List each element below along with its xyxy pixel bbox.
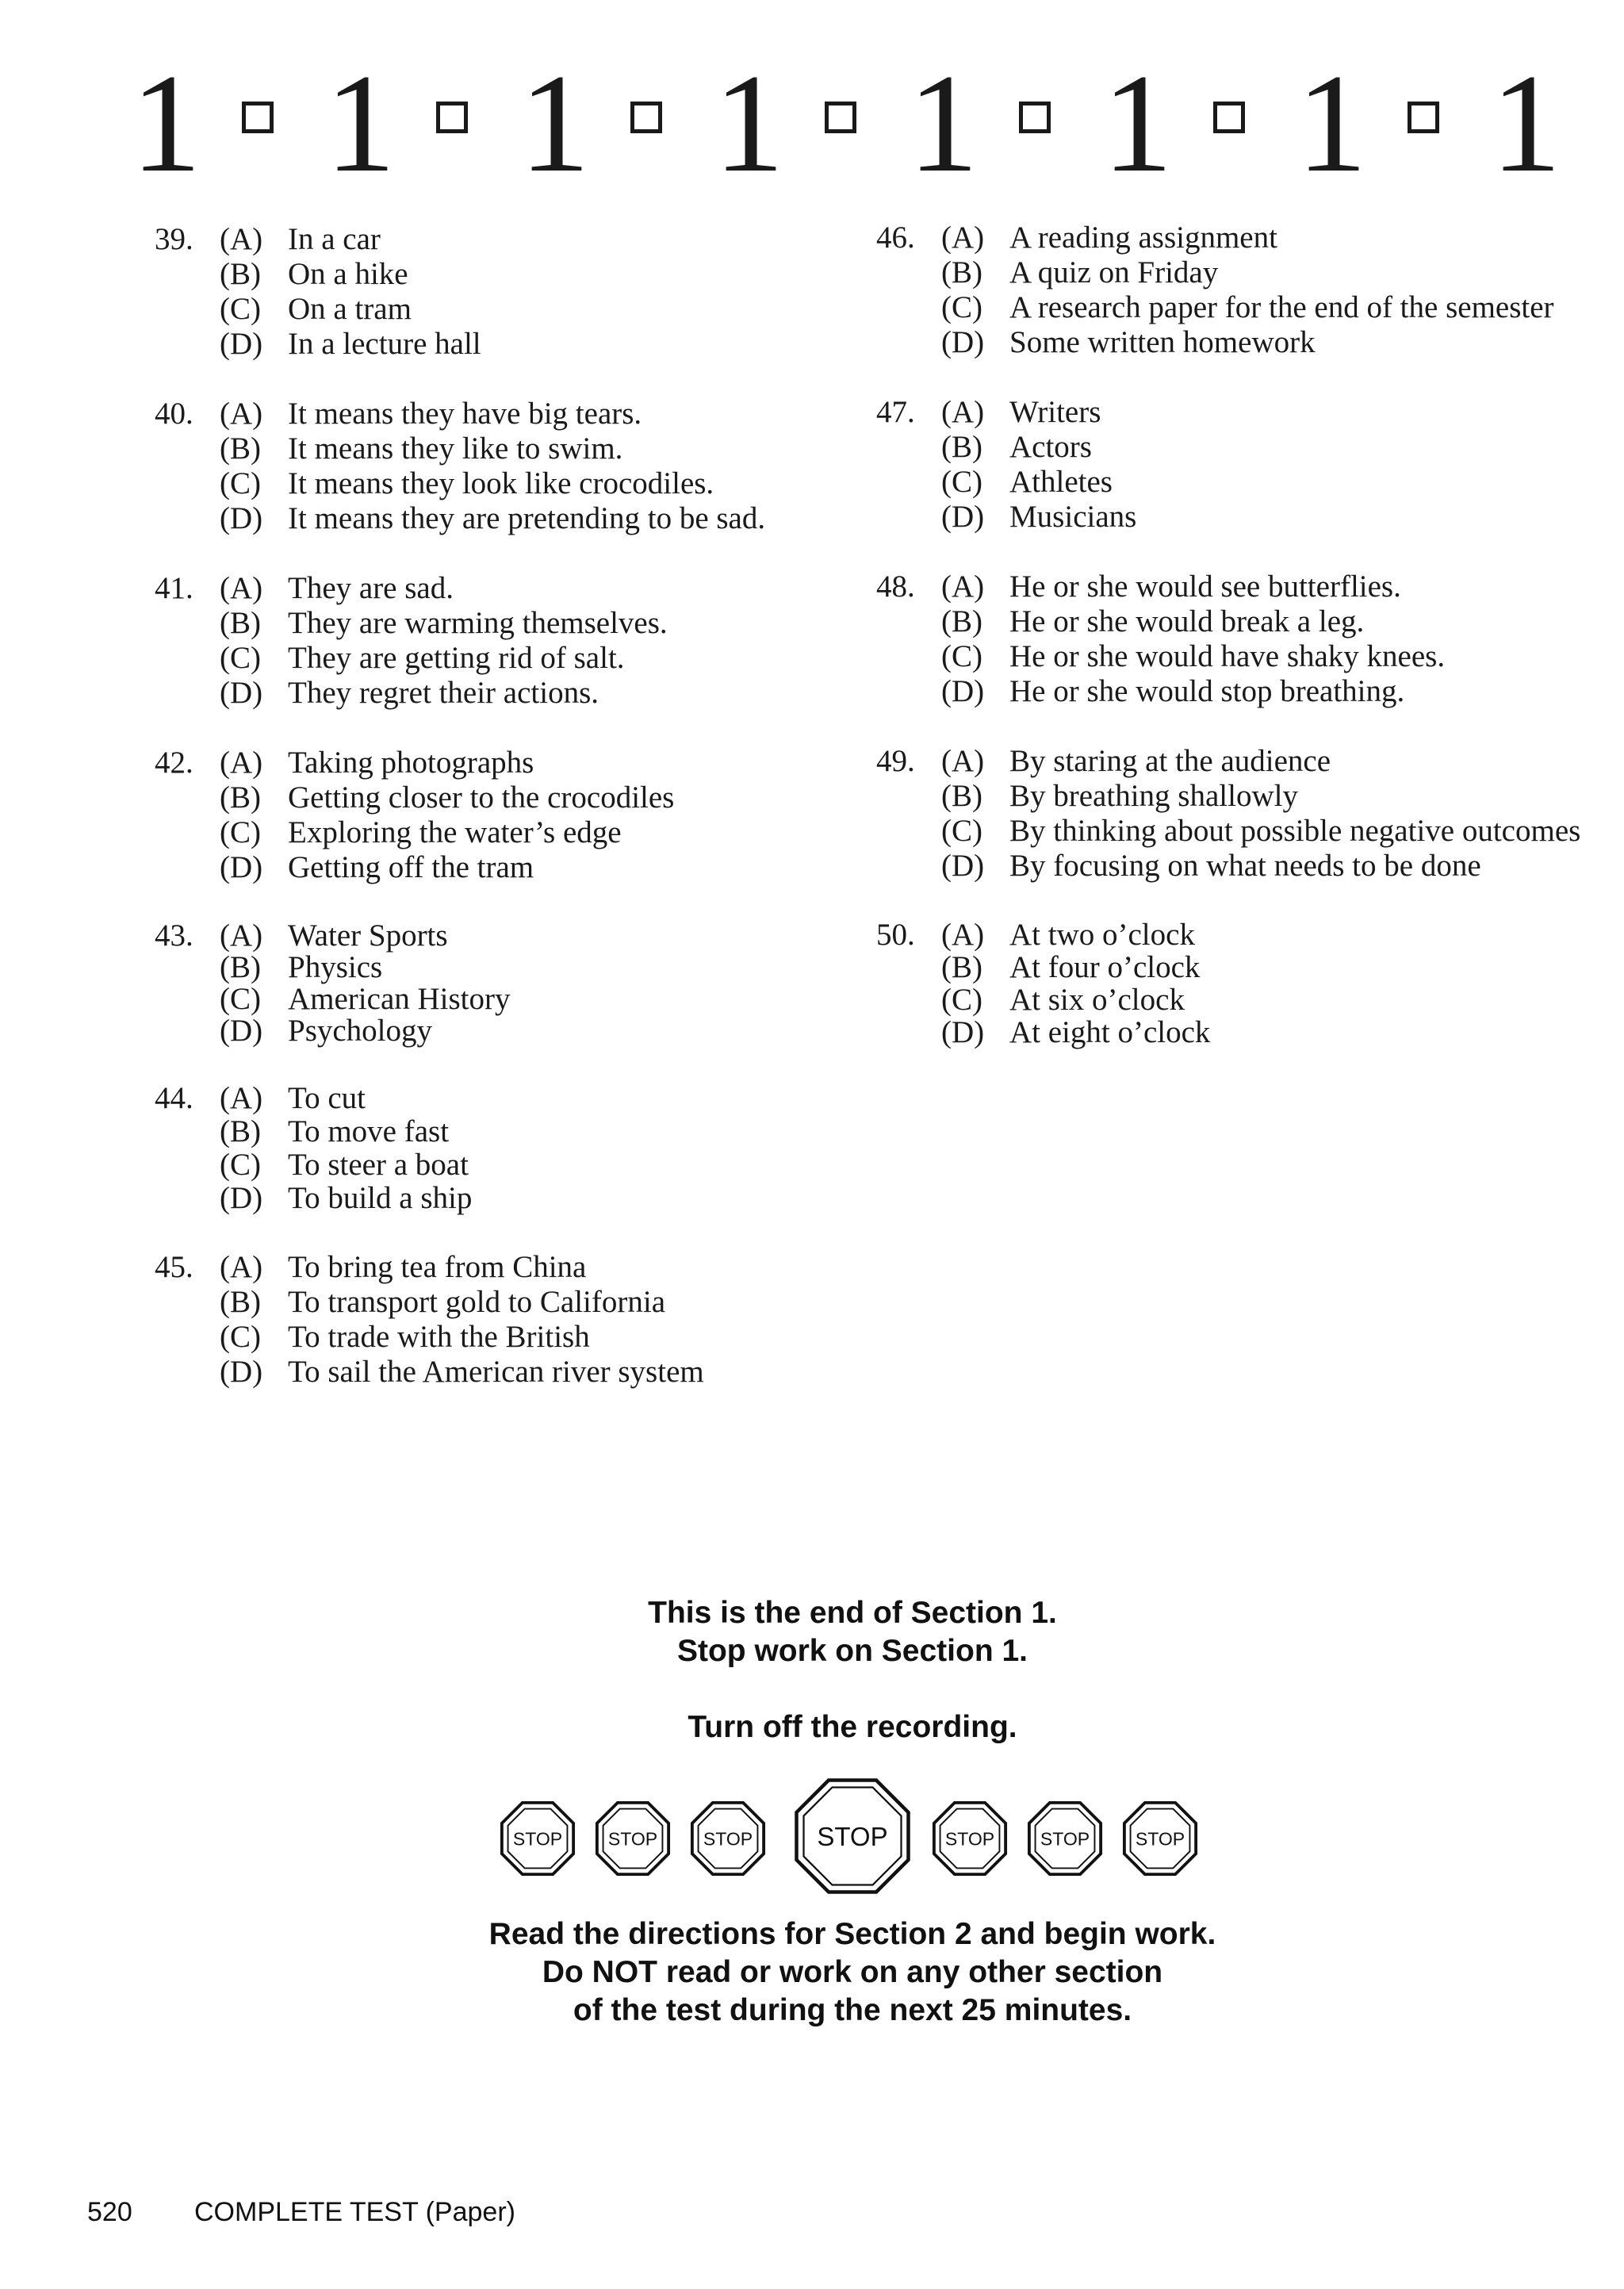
option-label: (C) xyxy=(220,641,261,675)
directions-line-3: of the test during the next 25 minutes. xyxy=(573,1993,1132,2027)
option-d xyxy=(155,1182,837,1215)
option-text: Water Sports xyxy=(288,918,448,953)
end-section-line-1: This is the end of Section 1. xyxy=(648,1596,1057,1630)
question-number: 47. xyxy=(876,395,915,429)
option-c xyxy=(155,1148,837,1182)
option-d xyxy=(876,849,1558,884)
stop-sign-icon xyxy=(500,1800,576,1877)
questions-right-column xyxy=(876,220,1581,1083)
option-a xyxy=(876,918,1558,951)
question-number: 41. xyxy=(155,571,193,605)
option-label: (D) xyxy=(220,1355,263,1389)
option-text: On a hike xyxy=(288,257,408,291)
option-d xyxy=(155,1355,837,1390)
option-text: Athletes xyxy=(1009,465,1113,499)
option-a xyxy=(876,569,1558,604)
option-a xyxy=(155,1082,837,1115)
option-text: To trade with the British xyxy=(288,1320,590,1354)
stop-label: STOP xyxy=(1040,1828,1090,1850)
option-d xyxy=(155,501,795,536)
stop-label: STOP xyxy=(607,1828,658,1850)
option-text: Psychology xyxy=(288,1014,433,1048)
stop-label: STOP xyxy=(817,1822,888,1851)
stop-label: STOP xyxy=(703,1828,753,1850)
option-c xyxy=(876,465,1558,500)
stop-sign-icon xyxy=(690,1800,766,1877)
option-text: He or she would break a leg. xyxy=(1009,604,1365,638)
question-42 xyxy=(155,746,837,885)
option-label: (C) xyxy=(941,639,982,673)
option-text: A quiz on Friday xyxy=(1009,255,1219,289)
section-number-1: 1 xyxy=(131,44,201,201)
option-a xyxy=(155,1250,837,1285)
option-label: (A) xyxy=(220,1250,263,1284)
option-text: A research paper for the end of the semester xyxy=(1009,290,1554,324)
question-50 xyxy=(876,918,1558,1049)
option-label: (B) xyxy=(220,606,261,640)
option-a xyxy=(876,744,1558,779)
option-label: (A) xyxy=(220,571,263,605)
option-d xyxy=(876,500,1558,535)
option-d xyxy=(155,327,837,362)
question-number: 40. xyxy=(155,397,193,431)
option-text: In a lecture hall xyxy=(288,327,481,361)
question-48 xyxy=(876,569,1558,709)
option-a xyxy=(155,920,837,952)
option-label: (A) xyxy=(941,569,985,604)
option-c xyxy=(155,641,837,676)
option-text: To cut xyxy=(288,1081,366,1115)
option-b xyxy=(155,431,837,466)
option-label: (D) xyxy=(220,1014,263,1048)
stop-sign-icon xyxy=(1027,1800,1103,1877)
option-text: To build a ship xyxy=(288,1181,473,1215)
section-number-7: 1 xyxy=(1297,44,1367,201)
option-label: (A) xyxy=(941,918,985,952)
option-text: Exploring the water’s edge xyxy=(288,815,622,849)
option-text: He or she would see butterflies. xyxy=(1009,569,1401,604)
stop-sign-icon xyxy=(595,1800,671,1877)
option-label: (D) xyxy=(220,1181,263,1215)
question-44 xyxy=(155,1082,837,1215)
option-label: (D) xyxy=(220,327,263,361)
option-a xyxy=(155,571,837,606)
option-text: They are sad. xyxy=(288,571,454,605)
option-c xyxy=(155,466,837,501)
box-icon xyxy=(825,102,856,133)
option-label: (B) xyxy=(941,430,982,464)
option-b xyxy=(155,257,837,292)
section-number-4: 1 xyxy=(714,44,784,201)
option-b xyxy=(155,1285,837,1320)
option-label: (D) xyxy=(941,325,985,359)
end-section-line-2: Stop work on Section 1. xyxy=(676,1634,1028,1668)
page-number: 520 xyxy=(87,2197,132,2227)
question-number: 49. xyxy=(876,744,915,778)
directions-line-2: Do NOT read or work on any other section xyxy=(542,1955,1163,1989)
option-label: (C) xyxy=(220,1320,261,1354)
option-label: (D) xyxy=(220,501,263,535)
option-text: They regret their actions. xyxy=(288,676,599,710)
option-c xyxy=(155,292,837,327)
option-b xyxy=(876,779,1558,814)
question-number: 50. xyxy=(876,918,915,952)
option-label: (B) xyxy=(941,604,982,638)
option-label: (D) xyxy=(220,676,263,710)
option-label: (C) xyxy=(941,290,982,324)
box-icon xyxy=(242,102,274,133)
end-section-line-3: Turn off the recording. xyxy=(688,1710,1017,1744)
option-text: In a car xyxy=(288,222,381,256)
box-icon xyxy=(1408,102,1439,133)
option-text: It means they have big tears. xyxy=(288,397,642,431)
question-41 xyxy=(155,571,837,711)
option-label: (A) xyxy=(220,1081,263,1115)
section-number-3: 1 xyxy=(519,44,590,201)
option-label: (B) xyxy=(941,255,982,289)
option-text: To bring tea from China xyxy=(288,1250,587,1284)
question-number: 39. xyxy=(155,222,193,256)
option-label: (B) xyxy=(220,431,261,466)
question-number: 43. xyxy=(155,918,193,953)
question-39 xyxy=(155,222,837,362)
question-40 xyxy=(155,397,837,536)
option-label: (A) xyxy=(941,744,985,778)
option-text: To steer a boat xyxy=(288,1148,469,1182)
option-c xyxy=(155,1320,837,1355)
box-icon xyxy=(630,102,662,133)
questions-left-column xyxy=(155,222,837,1424)
option-d xyxy=(155,1015,837,1047)
option-text: Getting off the tram xyxy=(288,850,534,884)
option-label: (A) xyxy=(220,222,263,256)
directions-line-1: Read the directions for Section 2 and begin work. xyxy=(488,1917,1216,1951)
stop-sign-icon xyxy=(1122,1800,1198,1877)
option-text: Actors xyxy=(1009,430,1092,464)
option-text: By focusing on what needs to be done xyxy=(1009,849,1481,883)
option-c xyxy=(155,815,837,850)
option-text: To sail the American river system xyxy=(288,1355,704,1389)
option-b xyxy=(155,606,837,641)
option-label: (A) xyxy=(220,918,263,953)
question-43 xyxy=(155,920,837,1047)
option-b xyxy=(155,780,837,815)
option-label: (D) xyxy=(941,674,985,708)
question-number: 45. xyxy=(155,1250,193,1284)
option-label: (D) xyxy=(220,850,263,884)
option-text: It means they look like crocodiles. xyxy=(288,466,714,500)
option-c xyxy=(876,290,1565,325)
option-text: They are getting rid of salt. xyxy=(288,641,625,675)
option-label: (A) xyxy=(941,220,985,255)
question-46 xyxy=(876,220,1558,360)
stop-label: STOP xyxy=(944,1828,995,1850)
option-b xyxy=(155,952,837,983)
question-47 xyxy=(876,395,1558,535)
option-label: (A) xyxy=(220,746,263,780)
option-text: Taking photographs xyxy=(288,746,534,780)
option-label: (C) xyxy=(941,983,982,1017)
section-number-6: 1 xyxy=(1102,44,1173,201)
option-b xyxy=(876,255,1558,290)
option-label: (A) xyxy=(941,395,985,429)
option-text: At six o’clock xyxy=(1009,983,1185,1017)
option-label: (D) xyxy=(941,849,985,883)
option-text: By breathing shallowly xyxy=(1009,779,1298,813)
option-text: To move fast xyxy=(288,1114,450,1148)
option-label: (B) xyxy=(220,950,261,984)
section-number-8: 1 xyxy=(1491,44,1561,201)
option-text: At eight o’clock xyxy=(1009,1015,1211,1049)
end-of-section-notice xyxy=(396,1594,1308,1746)
option-label: (C) xyxy=(220,815,261,849)
option-label: (B) xyxy=(220,780,261,815)
option-label: (A) xyxy=(220,397,263,431)
option-label: (C) xyxy=(941,814,982,848)
option-c xyxy=(876,983,1558,1016)
option-text: Some written homework xyxy=(1009,325,1316,359)
section-number-2: 1 xyxy=(325,44,396,201)
section-2-directions xyxy=(396,1915,1308,2030)
stop-sign-icon xyxy=(932,1800,1008,1877)
option-a xyxy=(876,395,1558,430)
option-text: They are warming themselves. xyxy=(288,606,668,640)
option-b xyxy=(876,430,1558,465)
option-text: To transport gold to California xyxy=(288,1285,666,1319)
stop-sign-icon-large xyxy=(793,1777,912,1896)
option-text: At four o’clock xyxy=(1009,950,1201,984)
question-45 xyxy=(155,1250,837,1390)
box-icon xyxy=(1019,102,1051,133)
option-label: (D) xyxy=(941,1015,985,1049)
option-label: (C) xyxy=(220,292,261,326)
option-text: He or she would have shaky knees. xyxy=(1009,639,1446,673)
option-text: At two o’clock xyxy=(1009,918,1195,952)
option-d xyxy=(155,850,837,885)
option-b xyxy=(876,951,1558,983)
question-number: 48. xyxy=(876,569,915,604)
option-label: (B) xyxy=(941,779,982,813)
option-text: It means they like to swim. xyxy=(288,431,623,466)
option-text: Writers xyxy=(1009,395,1101,429)
option-text: It means they are pretending to be sad. xyxy=(288,501,766,535)
option-text: Physics xyxy=(288,950,383,984)
option-label: (B) xyxy=(220,1285,261,1319)
option-text: American History xyxy=(288,982,511,1016)
option-text: A reading assignment xyxy=(1009,220,1277,255)
option-c xyxy=(876,814,1624,849)
option-b xyxy=(155,1115,837,1148)
box-icon xyxy=(1213,102,1245,133)
question-number: 44. xyxy=(155,1081,193,1115)
option-d xyxy=(876,325,1558,360)
option-a xyxy=(155,746,837,780)
option-label: (C) xyxy=(220,982,261,1016)
option-label: (C) xyxy=(220,1148,261,1182)
option-text: Getting closer to the crocodiles xyxy=(288,780,675,815)
section-number-5: 1 xyxy=(908,44,979,201)
option-label: (C) xyxy=(941,465,982,499)
option-a xyxy=(155,397,837,431)
option-d xyxy=(155,676,837,711)
option-label: (B) xyxy=(220,257,261,291)
option-label: (B) xyxy=(220,1114,261,1148)
option-text: By staring at the audience xyxy=(1009,744,1331,778)
question-number: 46. xyxy=(876,220,915,255)
stop-label: STOP xyxy=(1135,1828,1185,1850)
option-label: (B) xyxy=(941,950,982,984)
option-b xyxy=(876,604,1558,639)
option-text: By thinking about possible negative outcomes xyxy=(1009,814,1581,848)
option-c xyxy=(876,639,1558,674)
option-a xyxy=(876,220,1558,255)
option-c xyxy=(155,983,837,1015)
option-text: On a tram xyxy=(288,292,412,326)
option-text: He or she would stop breathing. xyxy=(1009,674,1405,708)
option-label: (C) xyxy=(220,466,261,500)
running-title: COMPLETE TEST (Paper) xyxy=(194,2197,515,2227)
stop-signs-row xyxy=(500,1777,1197,1896)
option-label: (D) xyxy=(941,500,985,534)
option-d xyxy=(876,1016,1558,1049)
question-number: 42. xyxy=(155,746,193,780)
question-49 xyxy=(876,744,1581,884)
option-d xyxy=(876,674,1558,709)
stop-label: STOP xyxy=(512,1828,563,1850)
option-text: Musicians xyxy=(1009,500,1137,534)
option-a xyxy=(155,222,837,257)
box-icon xyxy=(436,102,468,133)
section-header xyxy=(131,44,1561,201)
